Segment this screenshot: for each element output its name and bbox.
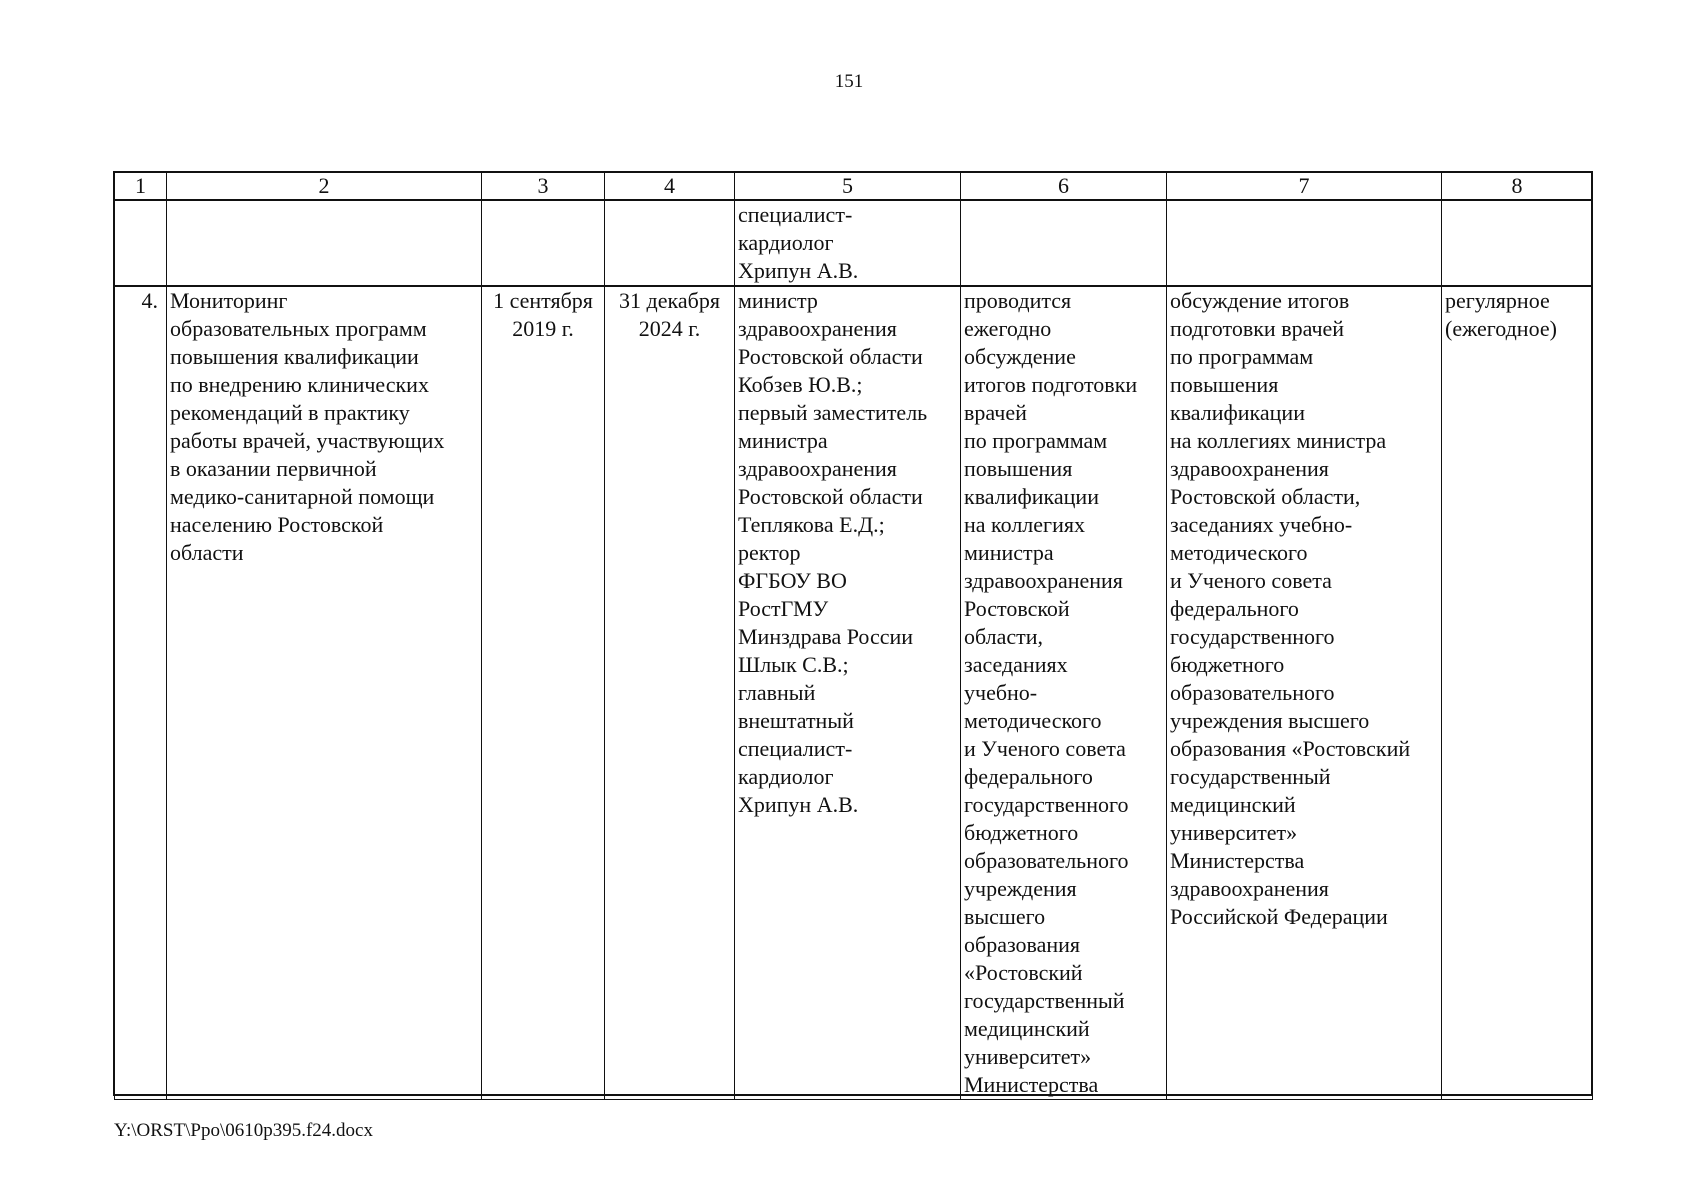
activity-name: Мониторинг образовательных программ повышения квалификации по внедрению клинических рекомендаций в практику работы врачей, участвующих в оказании первичной медико-санитарной помощи населению Ростовской области [167, 286, 482, 1100]
cont-cell-start-date [482, 200, 605, 286]
plan-table [114, 172, 1593, 1100]
column-header-8: 8 [1442, 173, 1593, 201]
cont-cell-result [1167, 200, 1442, 286]
table-row [115, 286, 1593, 1100]
footer-file-path: Y:\ORST\Ppo\0610p395.f24.docx [114, 1120, 373, 1141]
cont-cell-end-date [605, 200, 735, 286]
column-number-row [115, 173, 1593, 201]
responsible-persons: министр здравоохранения Ростовской области Кобзев Ю.В.; первый заместитель министра здравоохранения Ростовской области Теплякова Е.Д.; ректор ФГБОУ ВО РостГМУ Минздрава России Шлык С.В.; главный внештатный специалист- кардиолог Хрипун А.В. [735, 286, 961, 1100]
cont-cell-description [961, 200, 1167, 286]
continuation-row [115, 200, 1593, 286]
column-header-4: 4 [605, 173, 735, 201]
start-date: 1 сентября 2019 г. [482, 286, 605, 1100]
activity-description: проводится ежегодно обсуждение итогов подготовки врачей по программам повышения квалификации на коллегиях министра здравоохранения Ростовской области, заседаниях учебно- методического и Ученого совета федерального государственного бюджетного образовательного учреждения высшего образования «Ростовский государственный медицинский университет» Министерства [961, 286, 1167, 1100]
cont-cell-periodicity [1442, 200, 1593, 286]
column-header-7: 7 [1167, 173, 1442, 201]
cont-cell-number [115, 200, 167, 286]
column-header-3: 3 [482, 173, 605, 201]
column-header-5: 5 [735, 173, 961, 201]
periodicity: регулярное (ежегодное) [1442, 286, 1593, 1100]
column-header-2: 2 [167, 173, 482, 201]
end-date: 31 декабря 2024 г. [605, 286, 735, 1100]
page-number: 151 [834, 71, 864, 92]
cont-cell-activity [167, 200, 482, 286]
row-number: 4. [115, 286, 167, 1100]
expected-result: обсуждение итогов подготовки врачей по программам повышения квалификации на коллегиях министра здравоохранения Ростовской области, заседаниях учебно- методического и Ученого совета федерального государственного бюджетного образовательного учреждения высшего образования «Ростовский государственный медицинский университет» Министерства здравоохранения Российской Федерации [1167, 286, 1442, 1100]
column-header-1: 1 [115, 173, 167, 201]
column-header-6: 6 [961, 173, 1167, 201]
cont-cell-responsible: специалист- кардиолог Хрипун А.В. [735, 200, 961, 286]
